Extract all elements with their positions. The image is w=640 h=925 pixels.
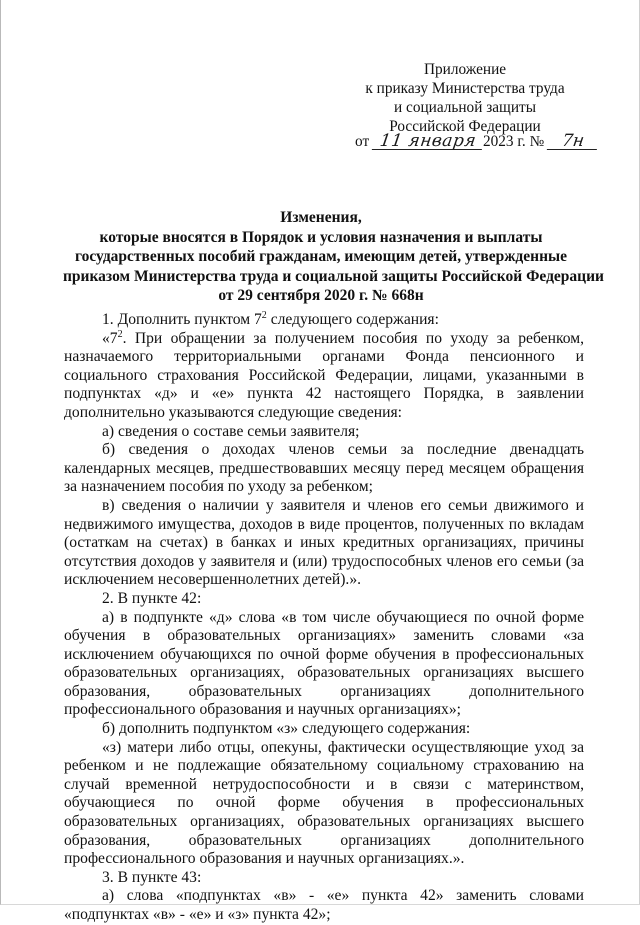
paragraph: а) в подпункте «д» слова «в том числе обучающиеся по очной форме обучения в образовательных организациях» заменить словами «за исключением обучающихся по очной форме обучения в профессиональных образовательных организациях, образовательных организациях высшего образования, образовательных организациях дополнительного профессионального образования и научных организациях»; — [64, 608, 584, 719]
appendix-header — [331, 60, 599, 136]
appendix-line: к приказу Министерства труда — [365, 80, 565, 97]
appendix-line: Российской Федерации — [389, 118, 541, 135]
order-date-line — [355, 132, 598, 152]
title-line: государственных пособий гражданам, имеющим детей, утвержденные — [74, 248, 567, 265]
document-body — [64, 311, 584, 925]
handwritten-order-number: 7н — [547, 133, 599, 150]
paragraph: в) сведения о наличии у заявителя и членов его семьи движимого и недвижимого имущества, доходов в виде процентов, полученных по вкладам (остаткам на счетах) в банках и иных кредитных организациях, причины отсутствия доходов у заявителя и (или) трудоспособных членов его семьи (за исключением несовершеннолетних детей).». — [64, 496, 584, 589]
paragraph: б) сведения о доходах членов семьи за последние двенадцать календарных месяцев, предшествовавших месяцу перед месяцем обращения за назначением пособия по уходу за ребенком; — [64, 441, 584, 496]
title-line: которые вносятся в Порядок и условия назначения и выплаты — [99, 228, 543, 246]
paragraph: «$7^2$. При обращении за получением пособия по уходу за ребенком, назначаемого территориальными органами Фонда пенсионного и социального страхования Российской Федерации, лицами, указанными в подпунктах «д» и «е» пункта 42 настоящего Порядка, в заявлении дополнительно указываются следующие сведения: — [64, 328, 584, 421]
paragraph: «з) матери либо отцы, опекуны, фактически осуществляющие уход за ребенком и не подлежащие обязательному социальному страхованию на случай временной нетрудоспособности и в связи с материнством, обучающиеся по очной форме обучения в профессиональных образовательных организациях, образовательных организациях высшего образования, образовательных организациях дополнительного профессионального образования и научных организациях.». — [64, 738, 584, 868]
appendix-line: и социальной защиты — [394, 99, 536, 116]
appendix-title: Приложение — [423, 61, 507, 78]
title-line: приказом Министерства труда и социальной защиты Российской Федерации — [63, 267, 604, 285]
paragraph: 1. Дополнить пунктом $7^2$ следующего содержания: — [102, 310, 439, 328]
title-line: от 29 сентября 2020 г. № 668н — [218, 287, 424, 304]
paragraph: 2. В пункте 42: — [102, 589, 202, 607]
handwritten-date: 11 января — [372, 133, 484, 150]
paragraph: 3. В пункте 43: — [102, 868, 202, 886]
document-title — [63, 208, 604, 306]
paragraph: а) слова «подпунктах «в» - «е» пункта 42» заменить словами «подпунктах «в» - «е» и «з» пункта 42»; — [64, 887, 584, 923]
order-year: 2023 г. № — [482, 133, 545, 150]
paragraph: б) дополнить подпунктом «з» следующего содержания: — [102, 720, 471, 738]
title-line: Изменения, — [280, 209, 362, 226]
date-prefix: от — [355, 133, 370, 150]
paragraph: а) сведения о составе семьи заявителя; — [102, 422, 360, 440]
